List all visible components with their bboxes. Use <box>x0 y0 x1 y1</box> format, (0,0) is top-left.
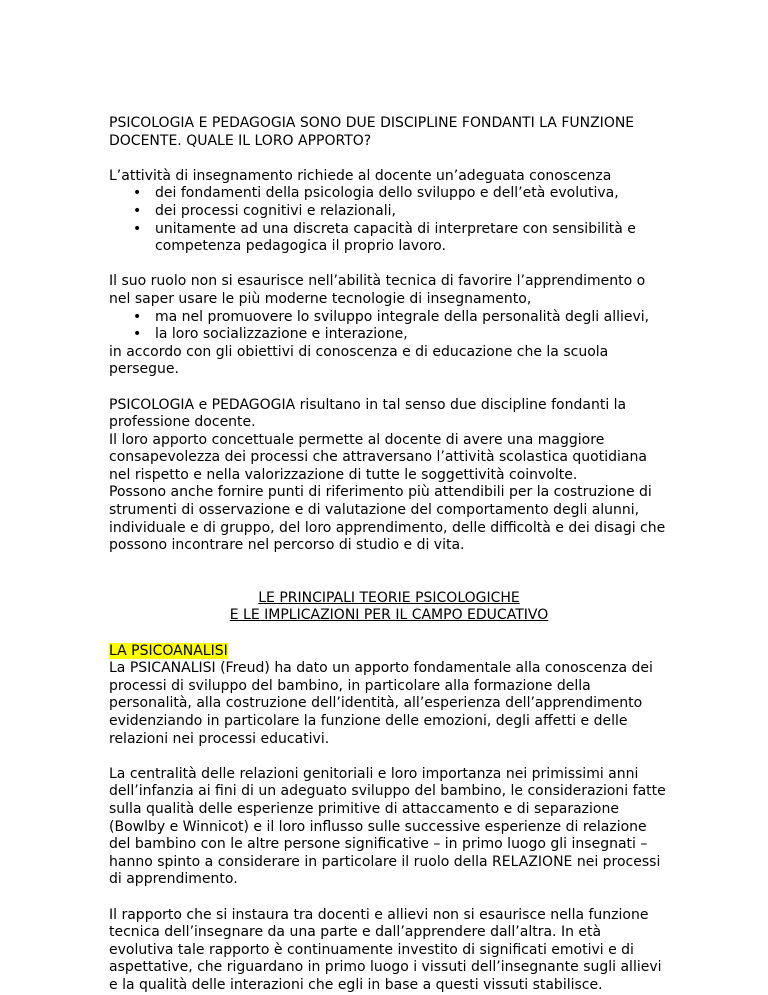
list-item: • unitamente ad una discreta capacità di interpretare con sensibilità e competenza pedagogica il proprio lavoro. <box>133 220 636 255</box>
paragraph-disciplines: PSICOLOGIA e PEDAGOGIA risultano in tal senso due discipline fondanti la professione docente. <box>109 396 627 431</box>
bullet-icon: • <box>133 220 142 237</box>
bullet-icon: • <box>133 308 142 325</box>
heading-line-2: E LE IMPLICAZIONI PER IL CAMPO EDUCATIVO <box>229 607 549 624</box>
heading-line-1: LE PRINCIPALI TEORIE PSICOLOGICHE <box>258 589 520 606</box>
paragraph-relations: La centralità delle relazioni genitoriali e loro importanza nei primissimi anni dell’infanzia ai fini di un adeguato sviluppo del bambino, le considerazioni fatte sulla qualità delle esperienze primitive di attaccamento e di separazione (Bowlby e Winnicot) e il loro influsso sulle successive esperienze di relazione del bambino con le altre persone significative – in primo luogo gli insegnati – hanno spinto a considerare in particolare il ruolo della RELAZIONE nei processi di apprendimento. <box>109 765 666 888</box>
document-page <box>109 115 669 995</box>
list-item: • dei fondamenti della psicologia dello sviluppo e dell’età evolutiva, <box>133 185 619 202</box>
bullet-icon: • <box>133 326 142 343</box>
paragraph-psychoanalysis: La PSICANALISI (Freud) ha dato un apporto fondamentale alla conoscenza dei processi di sviluppo del bambino, in particolare alla formazione della personalità, alla costruzione dell’identità, all’esperienza dell’apprendimento evidenziando in particolare la funzione delle emozioni, degli affetti e delle relazioni nei processi educativi. <box>109 660 653 747</box>
subsection-label <box>109 643 669 661</box>
list-item: • la loro socializzazione e interazione, <box>133 326 408 343</box>
document-title <box>109 115 669 150</box>
bullet-list-2 <box>109 309 669 344</box>
bullet-icon: • <box>133 202 142 219</box>
paragraph-role-end: in accordo con gli obiettivi di conoscenza e di educazione che la scuola persegue. <box>109 343 609 378</box>
bullet-list-1 <box>109 185 669 255</box>
list-item: • dei processi cognitivi e relazionali, <box>133 202 396 219</box>
title-line-2: DOCENTE. QUALE IL LORO APPORTO? <box>109 132 372 149</box>
bullet-icon: • <box>133 185 142 202</box>
list-item: • ma nel promuovere lo sviluppo integrale della personalità degli allievi, <box>133 308 650 325</box>
paragraph-teacher-student: Il rapporto che si instaura tra docenti e allievi non si esaurisce nella funzione tecnica dell’insegnare da una parte e dall’apprendere dall’altra. In età evolutiva tale rapporto è continuamente investito di significati emotivi e di aspettative, che riguardano in primo luogo i vissuti dell’insegnante sugli allievi e la qualità delle interazioni che egli in base a questi vissuti stabilisce. <box>109 906 662 993</box>
section-heading <box>109 590 669 625</box>
paragraph-role: Il suo ruolo non si esaurisce nell’abilità tecnica di favorire l’apprendimento o nel saper usare le più moderne tecnologie di insegnamento, <box>109 273 646 307</box>
paragraph-tools: Possono anche fornire punti di riferimento più attendibili per la costruzione di strumenti di osservazione e di valutazione del comportamento degli alunni, individuale e di gruppo, del loro apprendimento, delle difficoltà e dei disagi che possono incontrare nel percorso di studio e di vita. <box>109 484 666 554</box>
intro-text: L’attività di insegnamento richiede al docente un’adeguata conoscenza <box>109 167 612 184</box>
title-line-1: PSICOLOGIA E PEDAGOGIA SONO DUE DISCIPLINE FONDANTI LA FUNZIONE <box>109 115 635 131</box>
paragraph-contribution: Il loro apporto concettuale permette al docente di avere una maggiore consapevolezza dei processi che attraversano l’attività scolastica quotidiana nel rispetto e nella valorizzazione di tutte le soggettività coinvolte. <box>109 431 647 483</box>
highlighted-label: LA PSICOANALISI <box>109 642 228 659</box>
